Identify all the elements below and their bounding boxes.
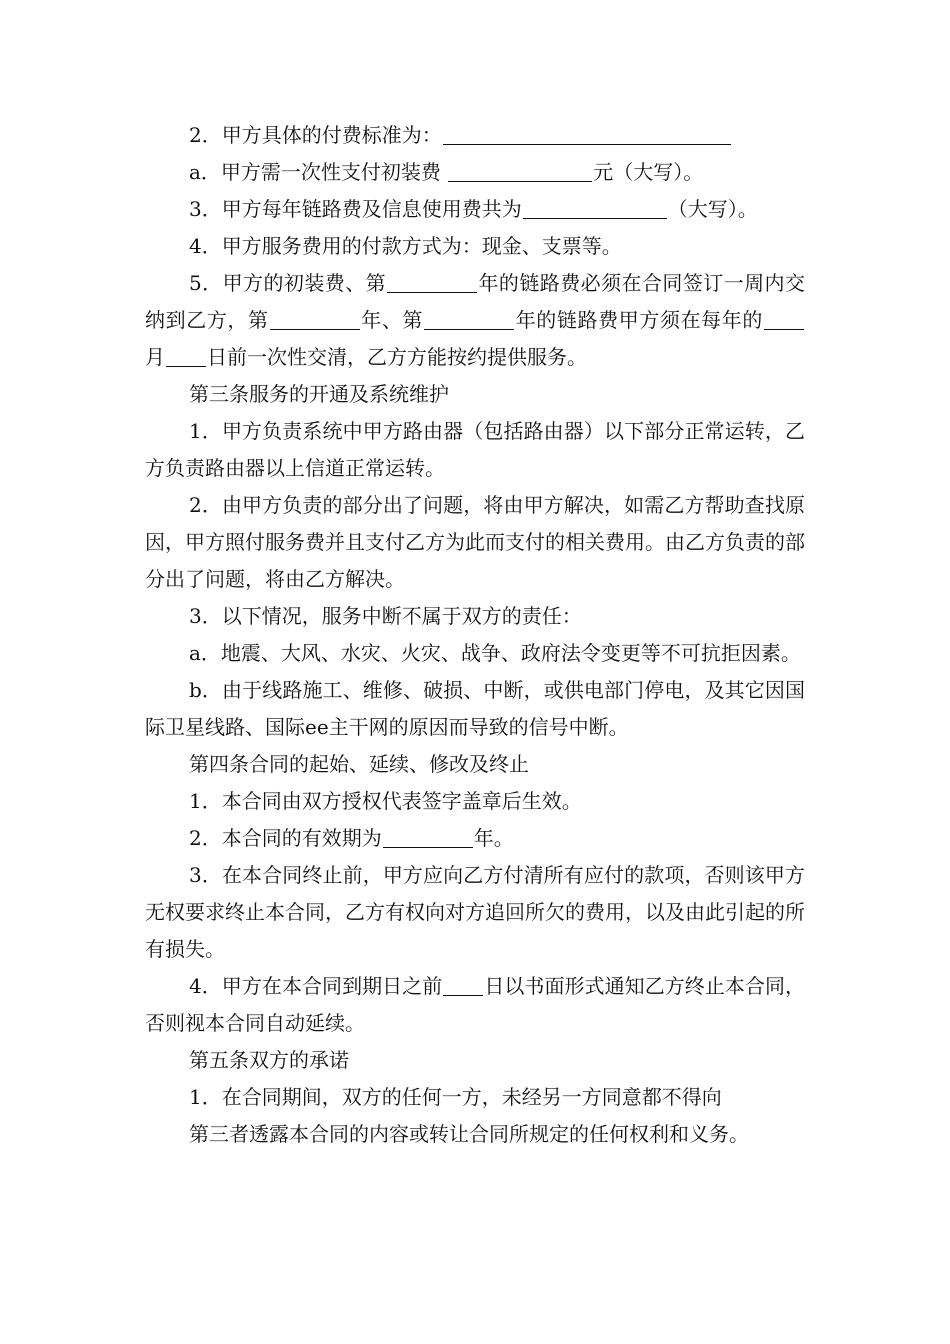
paragraph-p7	[145, 413, 805, 487]
paragraph-text: 第三条服务的开通及系统维护	[189, 382, 449, 406]
paragraph-text: 3．在本合同终止前，甲方应向乙方付清所有应付的款项，否则该甲方无权要求终止本合同，乙方有权向对方追回所欠的费用，以及由此引起的所有损失。	[145, 863, 805, 961]
paragraph-text: 4．甲方服务费用的付款方式为：现金、支票等。	[189, 234, 622, 258]
fill-in-blank	[443, 973, 483, 996]
paragraph-text: 第四条合同的起始、延续、修改及终止	[189, 752, 529, 776]
paragraph-text: a．地震、大风、水灾、火灾、战争、政府法令变更等不可抗拒因素。	[189, 641, 801, 665]
paragraph-text: 第五条双方的承诺	[189, 1048, 349, 1072]
paragraph-p3	[145, 191, 805, 228]
paragraph-p2	[145, 154, 805, 191]
paragraph-text: 4．甲方在本合同到期日之前	[189, 974, 443, 998]
fill-in-blank	[270, 307, 360, 330]
paragraph-text: 5．甲方的初装费、第	[189, 271, 387, 295]
paragraph-text: 2．本合同的有效期为	[189, 826, 382, 850]
fill-in-blank	[523, 196, 667, 219]
paragraph-text: 元（大写）。	[593, 160, 704, 184]
paragraph-text: 年的链路费甲方须在每年的	[515, 308, 764, 332]
fill-in-blank	[424, 307, 514, 330]
paragraph-text: 1．本合同由双方授权代表签字盖章后生效。	[189, 789, 582, 813]
paragraph-text: 1．甲方负责系统中甲方路由器（包括路由器）以下部分正常运转，乙方负责路由器以上信道正常运转。	[145, 419, 805, 480]
paragraph-p14	[145, 820, 805, 857]
paragraph-text: 第三者透露本合同的内容或转让合同所规定的任何权利和义务。	[189, 1122, 749, 1146]
paragraph-text: a．甲方需一次性支付初装费	[189, 160, 448, 184]
paragraph-p11	[145, 672, 805, 746]
document-body	[145, 117, 805, 1153]
fill-in-blank	[166, 344, 206, 367]
paragraph-p10	[145, 635, 805, 672]
fill-in-blank	[448, 159, 592, 182]
paragraph-p16	[145, 968, 805, 1042]
fill-in-blank	[764, 307, 804, 330]
paragraph-text: 1．在合同期间，双方的任何一方，未经另一方同意都不得向	[189, 1085, 722, 1109]
paragraph-text: 3．以下情况，服务中断不属于双方的责任：	[189, 604, 582, 628]
paragraph-text: 年。	[473, 826, 514, 850]
paragraph-p5	[145, 265, 805, 376]
paragraph-text: 日前一次性交清，乙方方能按约提供服务。	[207, 345, 587, 369]
fill-in-blank	[443, 122, 731, 145]
paragraph-text: 月	[145, 345, 165, 369]
paragraph-text: 年、第	[360, 308, 424, 332]
paragraph-p17	[145, 1042, 805, 1079]
fill-in-blank	[383, 825, 473, 848]
paragraph-p19	[145, 1116, 805, 1153]
paragraph-p6	[145, 376, 805, 413]
paragraph-p1	[145, 117, 805, 154]
paragraph-p13	[145, 783, 805, 820]
paragraph-text: 年的链路费必须在合同签订一周内交纳到乙方，第	[145, 271, 805, 332]
paragraph-text: b．由于线路施工、维修、破损、中断，或供电部门停电，及其它因国际卫星线路、国际ee主干网的原因而导致的信号中断。	[145, 678, 805, 739]
paragraph-p4	[145, 228, 805, 265]
fill-in-blank	[387, 270, 477, 293]
paragraph-text: 2．由甲方负责的部分出了问题，将由甲方解决，如需乙方帮助查找原因，甲方照付服务费并且支付乙方为此而支付的相关费用。由乙方负责的部分出了问题，将由乙方解决。	[145, 493, 805, 591]
paragraph-text: 2．甲方具体的付费标准为：	[189, 123, 442, 147]
paragraph-p8	[145, 487, 805, 598]
paragraph-text: 3．甲方每年链路费及信息使用费共为	[189, 197, 522, 221]
paragraph-p18	[145, 1079, 805, 1116]
paragraph-p9	[145, 598, 805, 635]
paragraph-p12	[145, 746, 805, 783]
paragraph-text: 日以书面形式通知乙方终止本合同，否则视本合同自动延续。	[145, 974, 805, 1035]
paragraph-p15	[145, 857, 805, 968]
paragraph-text: （大写）。	[667, 197, 758, 221]
